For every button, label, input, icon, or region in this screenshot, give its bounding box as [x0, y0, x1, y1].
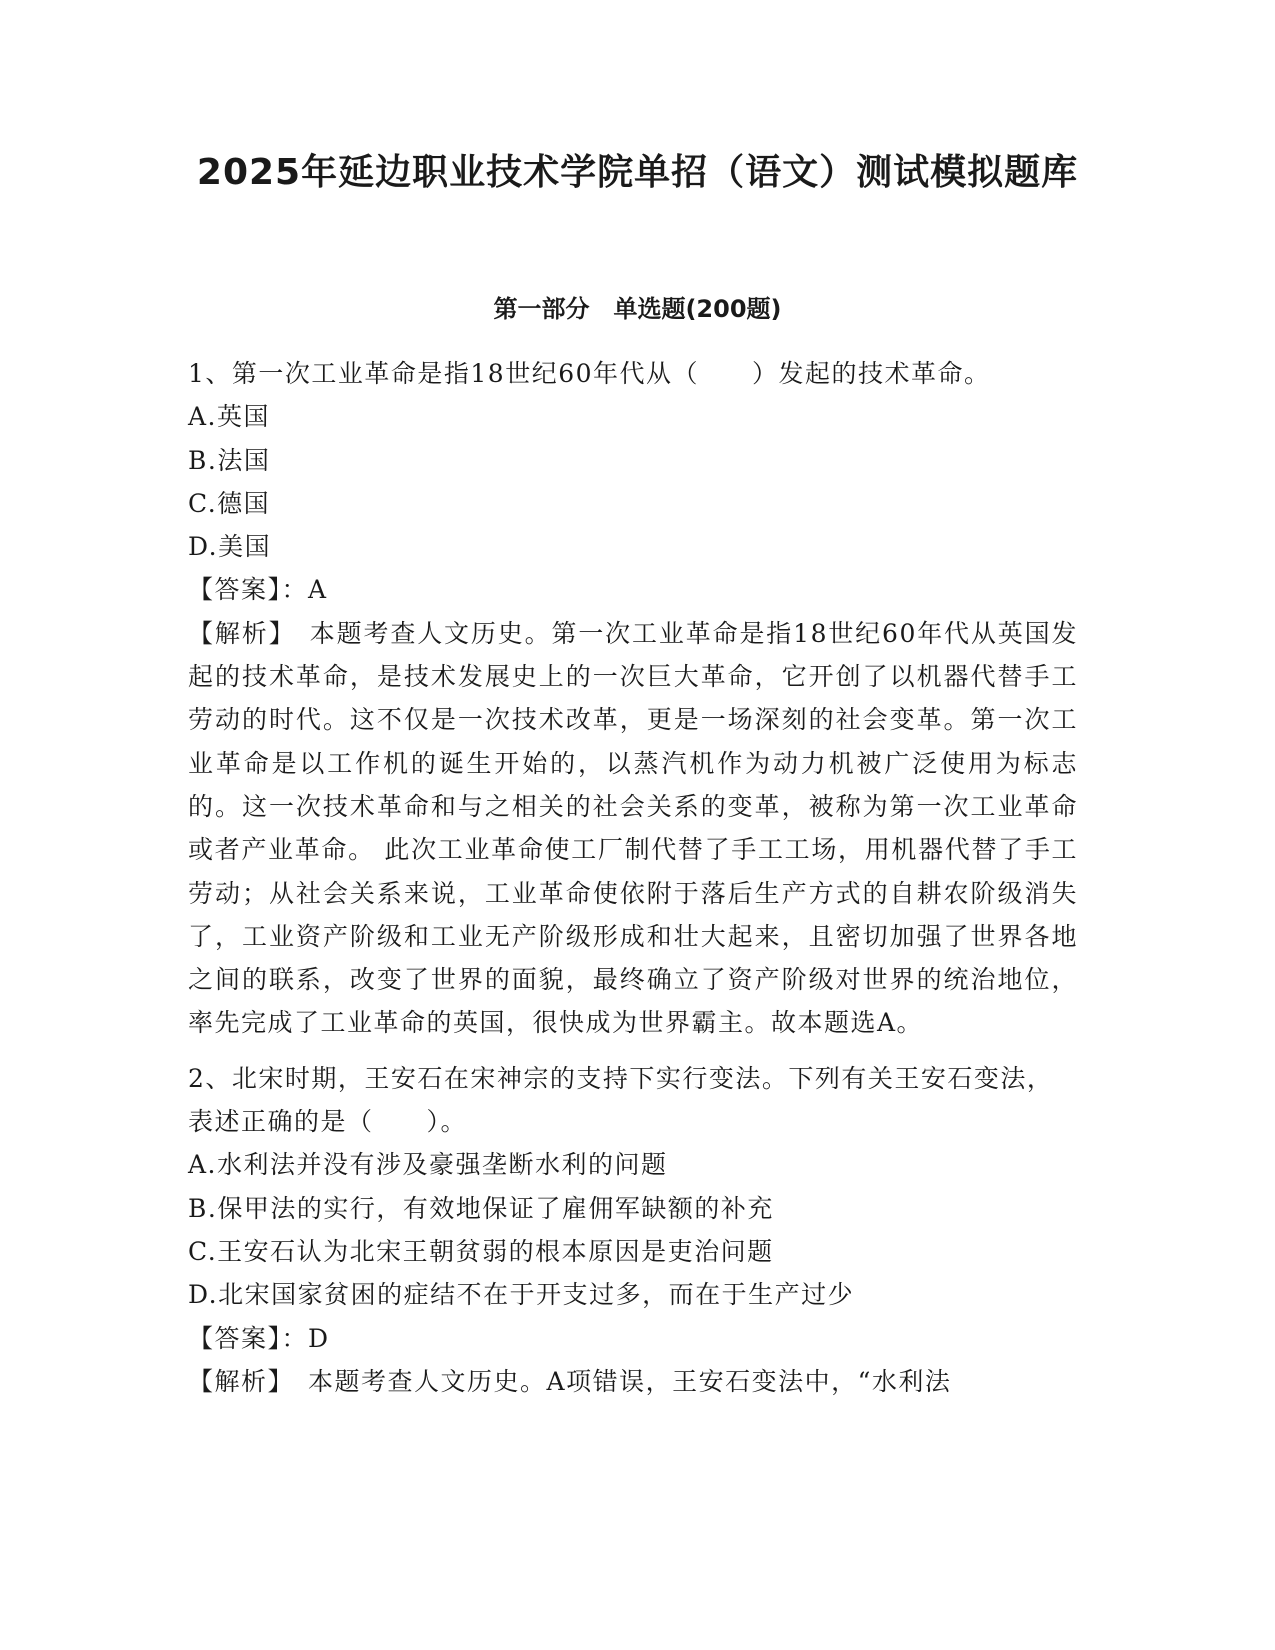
- section-heading: 第一部分 单选题(200题): [493, 295, 782, 323]
- analysis-paragraph: [188, 612, 1078, 1045]
- analysis-label: 【解析】: [188, 618, 310, 648]
- option-d: D.北宋国家贫困的症结不在于开支过多，而在于生产过少: [188, 1280, 855, 1310]
- answer-value: A: [308, 575, 328, 605]
- answer-line: [188, 568, 1078, 611]
- question-stem: 1、第一次工业革命是指18世纪60年代从（ ）发起的技术革命。: [188, 359, 991, 388]
- option-a: A.水利法并没有涉及豪强垄断水利的问题: [188, 1150, 668, 1180]
- option-c: C.王安石认为北宋王朝贫弱的根本原因是吏治问题: [188, 1236, 774, 1266]
- option-d: D.美国: [188, 532, 272, 562]
- question-list: [188, 352, 1078, 1403]
- option-b: B.法国: [188, 445, 271, 475]
- option-c: C.德国: [188, 488, 271, 518]
- analysis-paragraph: [188, 1360, 1078, 1403]
- question-1: [188, 352, 1078, 1045]
- answer-label: 【答案】：: [188, 1323, 309, 1353]
- question-stem: 2、北宋时期，王安石在宋神宗的支持下实行变法。下列有关王安石变法，表述正确的是（ ）。: [188, 1063, 1054, 1137]
- question-2: [188, 1057, 1078, 1403]
- option-b: B.保甲法的实行，有效地保证了雇佣军缺额的补充: [188, 1193, 774, 1223]
- answer-line: [188, 1317, 1078, 1360]
- analysis-label: 【解析】: [188, 1366, 309, 1396]
- analysis-text: 本题考查人文历史。第一次工业革命是指18世纪60年代从英国发起的技术革命，是技术发展史上的一次巨大革命，它开创了以机器代替手工劳动的时代。这不仅是一次技术改革，更是一场深刻的社会变革。第一次工业革命是以工作机的诞生开始的，以蒸汽机作为动力机被广泛使用为标志的。这一次技术革命和与之相关的社会关系的变革，被称为第一次工业革命或者产业革命。 此次工业革命使工厂制代替了手工工场，用机器代替了手工劳动；从社会关系来说，工业革命使依附于落后生产方式的自耕农阶级消失了，工业资产阶级和工业无产阶级形成和壮大起来，且密切加强了世界各地之间的联系，改变了世界的面貌，最终确立了资产阶级对世界的统治地位，率先完成了工业革命的英国，很快成为世界霸主。故本题选A。: [188, 618, 1078, 1038]
- answer-value: D: [308, 1323, 330, 1353]
- document-title: 2025年延边职业技术学院单招（语文）测试模拟题库: [196, 152, 1079, 193]
- analysis-text: 本题考查人文历史。A项错误，王安石变法中，“水利法: [308, 1366, 952, 1396]
- option-a: A.英国: [188, 402, 271, 432]
- answer-label: 【答案】：: [188, 575, 309, 605]
